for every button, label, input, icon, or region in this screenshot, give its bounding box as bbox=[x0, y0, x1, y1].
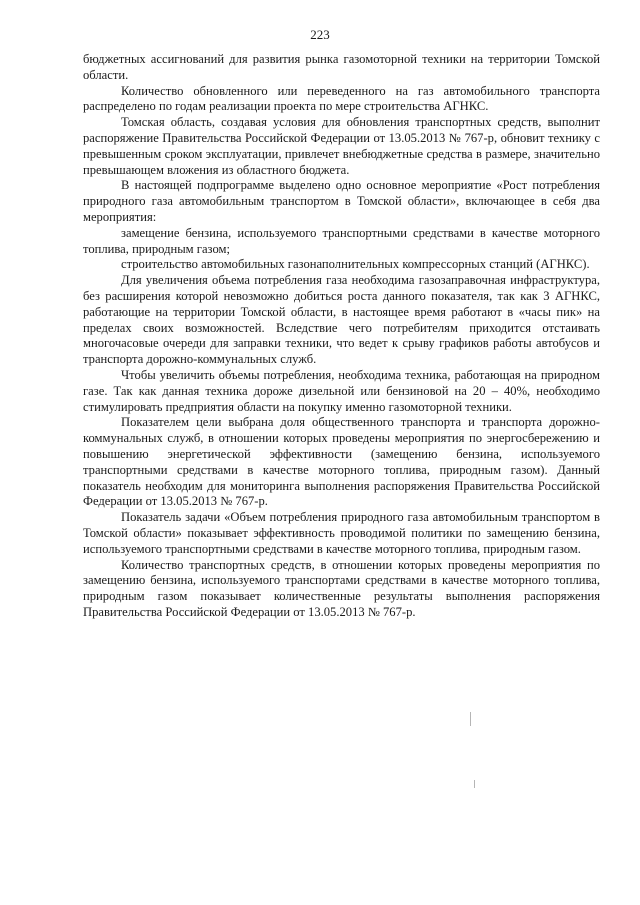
paragraph: Количество транспортных средств, в отношении которых проведены мероприятия по замещению бензина, используемого транспортами средствами в качестве моторного топлива, природным газом показывает количественные результаты выполнения распоряжения Правительства Российской Федерации от 13.05.2013 № 767-р. bbox=[83, 557, 600, 619]
paragraph: Показатель задачи «Объем потребления природного газа автомобильным транспортом в Томской области» показывает эффективность проводимой политики по замещению бензина, используемого транспортными средствами в качестве моторного топлива, природным газом. bbox=[83, 510, 600, 556]
page-number: 223 bbox=[310, 27, 330, 42]
paragraph: Для увеличения объема потребления газа необходима газозаправочная инфраструктура, без расширения которой невозможно добиться роста данного показателя, так как 3 АГНКС, работающие на территории Томской области, в настоящее время работают в «часы пик» на пределах своих возможностей. Вследствие чего потребителям приходится отстаивать многочасовые очереди для заправки техники, что ведет к срыву графиков работы автобусов и транспорта дорожно-коммунальных служб. bbox=[83, 273, 600, 367]
paragraph: Показателем цели выбрана доля общественного транспорта и транспорта дорожно-коммунальных служб, в отношении которых проведены мероприятия по энергосбережению и повышению энергетической эффективности (замещению бензина, используемого транспортными средствами в качестве моторного топлива, природным газом). Данный показатель необходим для мониторинга выполнения распоряжения Правительства Российской Федерации от 13.05.2013 № 767-р. bbox=[83, 415, 600, 509]
list-item: строительство автомобильных газонаполнительных компрессорных станций (АГНКС). bbox=[121, 257, 590, 272]
paragraph: Чтобы увеличить объемы потребления, необходима техника, работающая на природном газе. Так как данная техника дороже дизельной или бензиновой на 20 – 40%, необходимо стимулировать предприятия области на покупку именно газомоторной техники. bbox=[83, 367, 600, 414]
paragraph: Количество обновленного или переведенного на газ автомобильного транспорта распределено по годам реализации проекта по мере строительства АГНКС. bbox=[83, 83, 600, 114]
scan-speck bbox=[470, 712, 471, 726]
paragraph: бюджетных ассигнований для развития рынка газомоторной техники на территории Томской области. bbox=[83, 52, 600, 82]
paragraph: Томская область, создавая условия для обновления транспортных средств, выполнит распоряжение Правительства Российской Федерации от 13.05.2013 № 767-р, обновит технику с превышенным сроком эксплуатации, привлечет внебюджетные средства в размере, значительно превышающем вложения из областного бюджета. bbox=[83, 115, 600, 177]
scan-speck bbox=[474, 780, 475, 788]
document-body bbox=[83, 52, 600, 621]
list-item: замещение бензина, используемого транспортными средствами в качестве моторного топлива, природным газом; bbox=[83, 225, 600, 256]
paragraph: В настоящей подпрограмме выделено одно основное мероприятие «Рост потребления природного газа автомобильным транспортом в Томской области», включающее в себя два мероприятия: bbox=[83, 178, 600, 224]
